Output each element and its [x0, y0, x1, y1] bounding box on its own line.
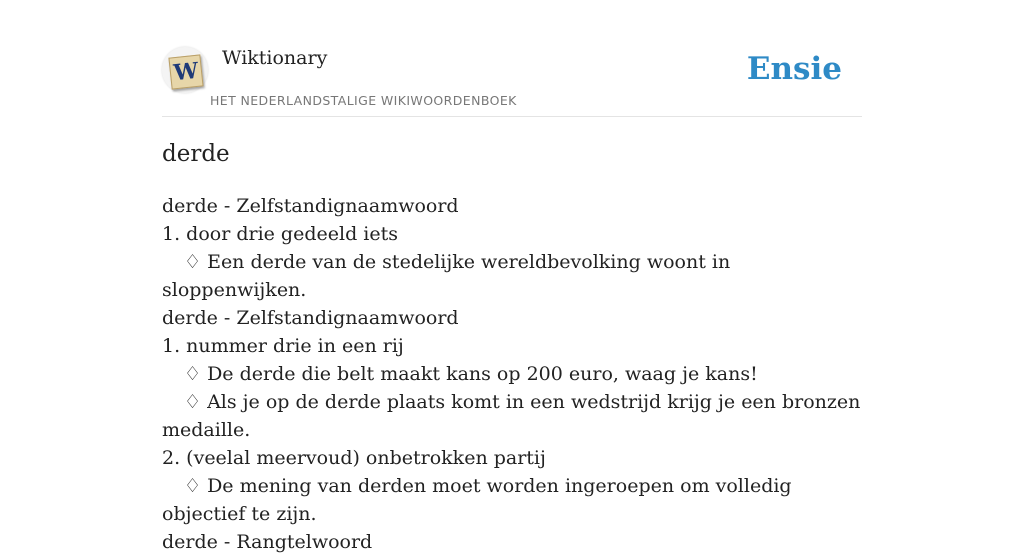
sense-definition: 2. (veelal meervoud) onbetrokken partij: [162, 447, 546, 469]
sense-definition: 1. door drie gedeeld iets: [162, 223, 398, 245]
site-header: [162, 0, 862, 117]
ensie-brand-link[interactable]: Ensie: [746, 51, 842, 87]
entry-heading: derde - Zelfstandignaamwoord: [162, 307, 459, 329]
definitions: [162, 192, 862, 556]
page: [162, 0, 862, 553]
sense-example: ♢ De mening van derden moet worden ingeroepen om volledig objectief te zijn.: [162, 475, 792, 525]
sense-example: ♢ De derde die belt maakt kans op 200 euro, waag je kans!: [184, 363, 758, 385]
sense-example: ♢ Een derde van de stedelijke wereldbevolking woont in sloppenwijken.: [162, 251, 731, 301]
site-tagline: HET NEDERLANDSTALIGE WIKIWOORDENBOEK: [210, 93, 517, 108]
entry-heading: derde - Rangtelwoord: [162, 531, 373, 553]
sense-example: ♢ Als je op de derde plaats komt in een wedstrijd krijg je een bronzen medaille.: [162, 391, 861, 441]
site-name[interactable]: Wiktionary: [222, 47, 328, 69]
page-title: derde: [162, 141, 230, 167]
wiktionary-logo-icon[interactable]: [162, 47, 208, 93]
logo-tile: W: [168, 54, 203, 89]
entry-heading: derde - Zelfstandignaamwoord: [162, 195, 459, 217]
sense-definition: 1. nummer drie in een rij: [162, 335, 404, 357]
